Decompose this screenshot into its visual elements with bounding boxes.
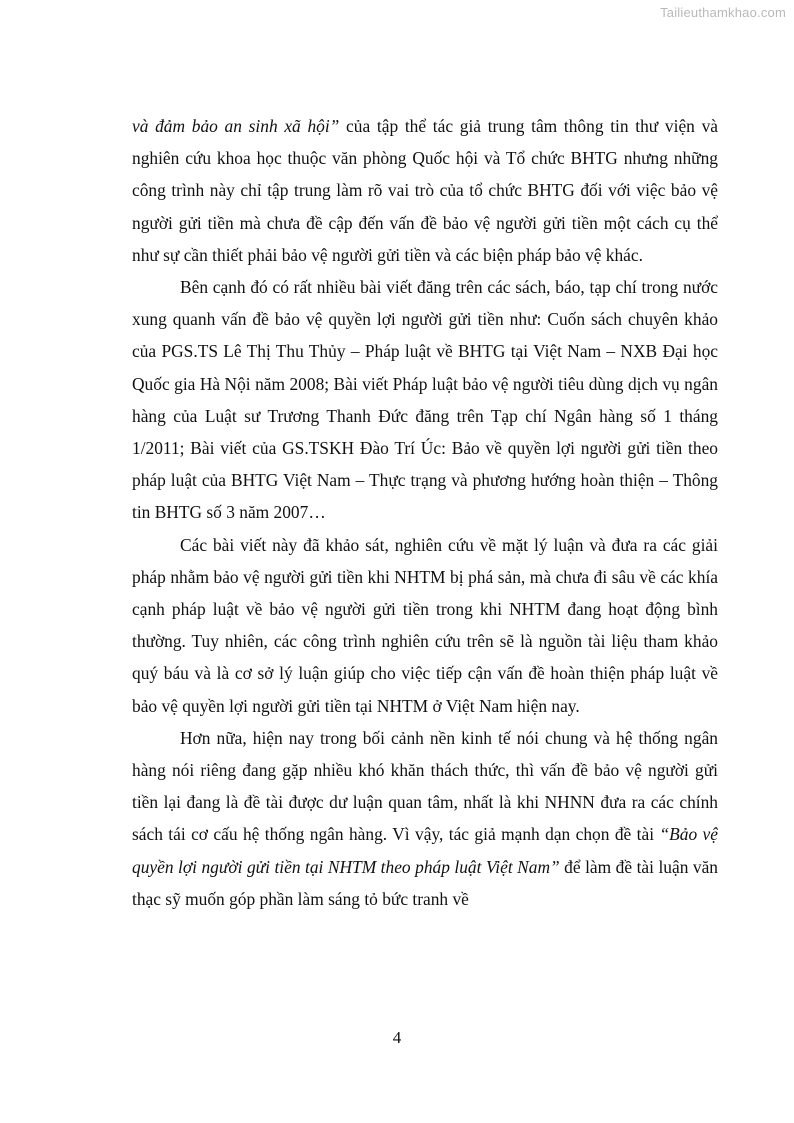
document-body [132,110,718,915]
watermark: Tailieuthamkhao.com [660,5,786,20]
paragraph-text: Hơn nữa, hiện nay trong bối cảnh nền kinh tế nói chung và hệ thống ngân hàng nói riêng đang gặp nhiều khó khăn thách thức, thì vấn đề bảo vệ người gửi tiền lại đang là đề tài được dư luận quan tâm, nhất là khi NHNN đưa ra các chính sách tái cơ cấu hệ thống ngân hàng. Vì vậy, tác giả mạnh dạn chọn đề tài [132,727,718,845]
paragraph-text: để làm đề tài luận văn thạc sỹ muốn góp phần làm sáng tỏ bức tranh về [132,856,718,909]
page-number: 4 [392,1028,402,1047]
paragraph-text: của tập thể tác giả trung tâm thông tin thư viện và nghiên cứu khoa học thuộc văn phòng Quốc hội và Tổ chức BHTG nhưng những công trình này chỉ tập trung làm rõ vai trò của tổ chức BHTG đối với việc bảo vệ người gửi tiền mà chưa đề cập đến vấn đề bảo vệ người gửi tiền một cách cụ thể như sự cần thiết phải bảo vệ người gửi tiền và các biện pháp bảo vệ khác. [132,116,718,265]
thesis-title: “Bảo vệ quyền lợi người gửi tiền tại NHTM theo pháp luật Việt Nam” [132,824,718,877]
paragraph-text: Các bài viết này đã khảo sát, nghiên cứu về mặt lý luận và đưa ra các giải pháp nhằm bảo vệ người gửi tiền khi NHTM bị phá sản, mà chưa đi sâu về các khía cạnh pháp luật về bảo vệ người gửi tiền trong khi NHTM đang hoạt động bình thường. Tuy nhiên, các công trình nghiên cứu trên sẽ là nguồn tài liệu tham khảo quý báu và là cơ sở lý luận giúp cho việc tiếp cận vấn đề hoàn thiện pháp luật về bảo vệ quyền lợi người gửi tiền tại NHTM ở Việt Nam hiện nay. [132,534,718,716]
paragraph [132,271,718,529]
italic-lead: và đảm bảo an sinh xã hội” [132,116,340,136]
paragraph-text: Bên cạnh đó có rất nhiều bài viết đăng trên các sách, báo, tạp chí trong nước xung quanh vấn đề bảo vệ quyền lợi người gửi tiền như: Cuốn sách chuyên khảo của PGS.TS Lê Thị Thu Thủy – Pháp luật về BHTG tại Việt Nam – NXB Đại học Quốc gia Hà Nội năm 2008; Bài viết Pháp luật bảo vệ người tiêu dùng dịch vụ ngân hàng của Luật sư Trương Thanh Đức đăng trên Tạp chí Ngân hàng số 1 tháng 1/2011; Bài viết của GS.TSKH Đào Trí Úc: Bảo về quyền lợi người gửi tiền theo pháp luật của BHTG Việt Nam – Thực trạng và phương hướng hoàn thiện – Thông tin BHTG số 3 năm 2007… [132,277,718,523]
paragraph [132,529,718,722]
paragraph [132,722,718,915]
paragraph-continuation [132,110,718,271]
